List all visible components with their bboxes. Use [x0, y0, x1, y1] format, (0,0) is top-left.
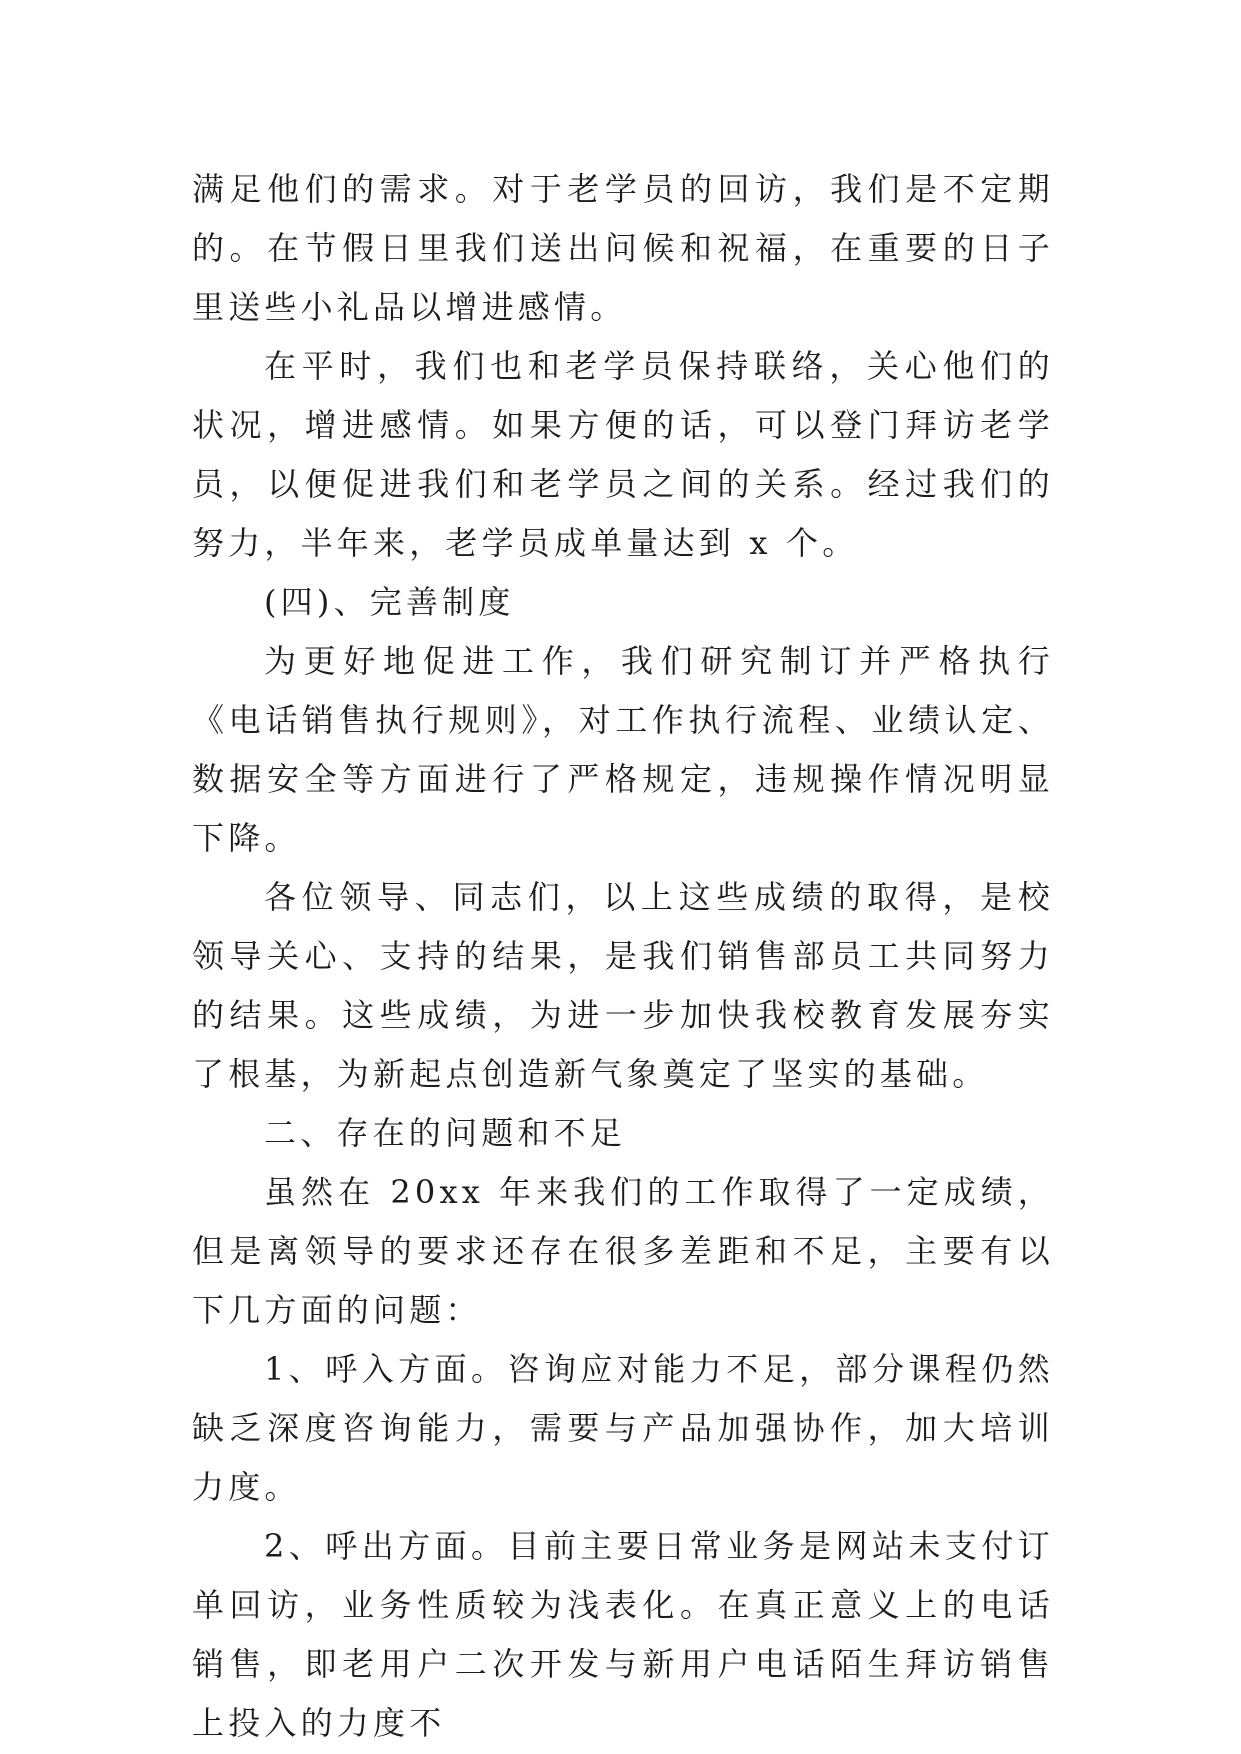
section-heading-improve-system: (四)、完善制度 — [264, 583, 515, 621]
paragraph-continued: 满足他们的需求。对于老学员的回访，我们是不定期的。在节假日里我们送出问候和祝福，在重要的日子里送些小礼品以增进感情。 — [192, 170, 1054, 326]
paragraph-old-students: 在平时，我们也和老学员保持联络，关心他们的状况，增进感情。如果方便的话，可以登门拜访老学员，以便促进我们和老学员之间的关系。经过我们的努力，半年来，老学员成单量达到 x 个。 — [192, 347, 1054, 562]
document-body — [192, 160, 1054, 1753]
list-item-inbound: 1、呼入方面。咨询应对能力不足，部分课程仍然缺乏深度咨询能力，需要与产品加强协作，加大培训力度。 — [192, 1350, 1054, 1506]
paragraph-rules: 为更好地促进工作，我们研究制订并严格执行《电话销售执行规则》，对工作执行流程、业绩认定、数据安全等方面进行了严格规定，违规操作情况明显下降。 — [192, 642, 1054, 857]
paragraph-achievements: 各位领导、同志们，以上这些成绩的取得，是校领导关心、支持的结果，是我们销售部员工共同努力的结果。这些成绩，为进一步加快我校教育发展夯实了根基，为新起点创造新气象奠定了坚实的基础。 — [192, 878, 1054, 1093]
list-item-outbound: 2、呼出方面。目前主要日常业务是网站未支付订单回访，业务性质较为浅表化。在真正意义上的电话销售，即老用户二次开发与新用户电话陌生拜访销售上投入的力度不 — [192, 1527, 1054, 1742]
paragraph-problems-intro: 虽然在 20xx 年来我们的工作取得了一定成绩，但是离领导的要求还存在很多差距和不足，主要有以下几方面的问题： — [192, 1173, 1054, 1329]
section-heading-problems: 二、存在的问题和不足 — [264, 1114, 627, 1152]
